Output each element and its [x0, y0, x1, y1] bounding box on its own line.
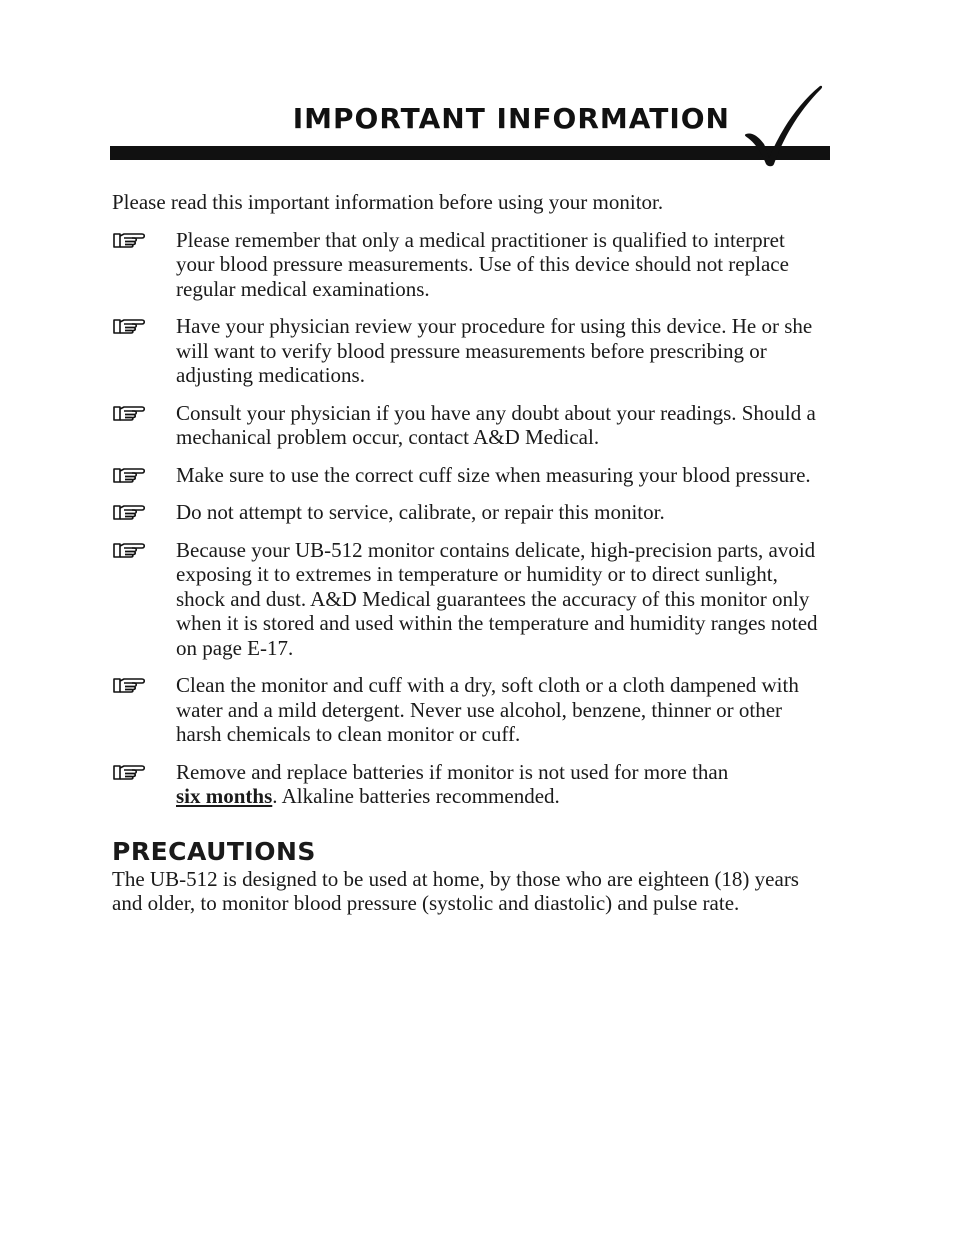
page-title: IMPORTANT INFORMATION: [292, 102, 730, 135]
list-item: [112, 673, 828, 747]
list-item-text: Please remember that only a medical practitioner is qualified to interpret your blood pressure measurements. Use of this device should not replace regular medical examinations.: [176, 227, 789, 301]
important-info-list: [112, 228, 828, 809]
list-item-text: Do not attempt to service, calibrate, or repair this monitor.: [176, 500, 665, 524]
list-item-text: Make sure to use the correct cuff size when measuring your blood pressure.: [176, 462, 811, 487]
list-item-text: Because your UB-512 monitor contains delicate, high-precision parts, avoid exposing it to extremes in temperature or humidity or to direct sunlight, shock and dust. A&D Medical guarantees the accuracy of this monitor only when it is stored and used within the temperature and humidity ranges noted on page E-17.: [176, 537, 818, 660]
intro-text: Please read this important information before using your monitor.: [112, 190, 664, 214]
list-item-text: Have your physician review your procedure for using this device. He or she will want to verify blood pressure measurements before prescribing or adjusting medications.: [176, 314, 813, 387]
list-item-text: Consult your physician if you have any doubt about your readings. Should a mechanical problem occur, contact A&D Medical.: [176, 400, 816, 449]
page-header: [110, 82, 830, 172]
pointing-hand-icon: [112, 230, 148, 250]
list-item: [112, 401, 828, 450]
pointing-hand-icon: [112, 762, 148, 782]
list-item-text-before: Remove and replace batteries if monitor is not used for more than: [176, 759, 729, 784]
list-item-text: Clean the monitor and cuff with a dry, soft cloth or a cloth dampened with water and a mild detergent. Never use alcohol, benzene, thinner or other harsh chemicals to clean monitor or cuff.: [176, 673, 799, 746]
pointing-hand-icon: [112, 316, 148, 336]
pointing-hand-icon: [112, 502, 148, 522]
emphasis-six-months: six months: [176, 784, 273, 808]
header-rule: [110, 146, 830, 160]
list-item-text: [176, 760, 828, 809]
list-item-text-after: . Alkaline batteries recommended.: [272, 784, 560, 808]
list-item: [112, 760, 828, 809]
list-item: [112, 228, 828, 302]
list-item: [112, 463, 828, 488]
list-item: [112, 538, 828, 661]
pointing-hand-icon: [112, 675, 148, 695]
pointing-hand-icon: [112, 465, 148, 485]
checkmark-icon: [744, 84, 824, 168]
list-item: [112, 314, 828, 388]
precautions-heading: PRECAUTIONS: [112, 836, 316, 866]
precautions-text: The UB-512 is designed to be used at home, by those who are eighteen (18) years and older, to monitor blood pressure (systolic and diastolic) and pulse rate.: [112, 866, 799, 915]
main-content: [112, 190, 828, 916]
list-item: [112, 500, 828, 525]
pointing-hand-icon: [112, 403, 148, 423]
pointing-hand-icon: [112, 540, 148, 560]
